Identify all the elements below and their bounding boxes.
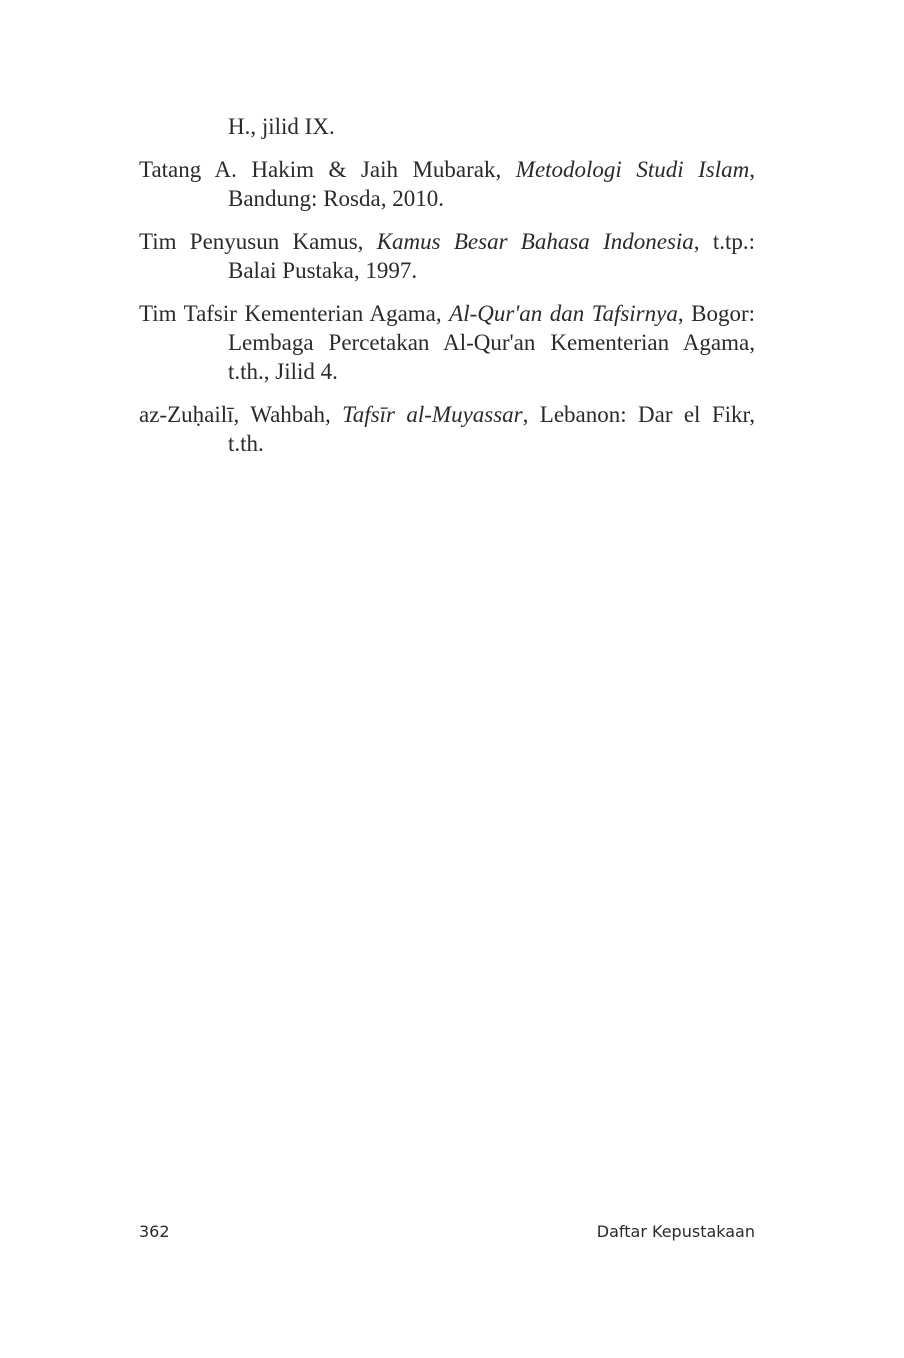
- bibliography-entry: [139, 400, 755, 458]
- bibliography-entry: [139, 299, 755, 386]
- bibliography-list: [139, 112, 755, 472]
- bibliography-entry: [139, 227, 755, 285]
- entry-title: , Tafsīr al-Muyassar: [325, 402, 523, 427]
- entry-text-post: , Bogor: Lembaga Percetakan Al-Qur'an Kementerian Agama, t.th., Jilid 4.: [228, 301, 755, 384]
- page-footer: [139, 1222, 755, 1246]
- entry-text-pre: Tim Tafsir Kementerian Agama,: [139, 301, 450, 326]
- entry-text-post: , Lebanon: Dar el Fikr, t.th.: [228, 402, 755, 456]
- entry-title: Kamus Besar Bahasa Indonesia: [376, 229, 694, 254]
- entry-text-post: , Bandung: Rosda, 2010.: [228, 157, 755, 211]
- entry-text-pre: az-Zuḥailī, Wahbah: [139, 402, 325, 427]
- entry-title: Al-Qur'an dan Tafsirnya: [449, 301, 678, 326]
- running-title: Daftar Kepustakaan: [596, 1222, 755, 1241]
- entry-text-pre: Tatang A. Hakim & Jaih Mubarak,: [139, 157, 516, 182]
- entry-text-post: , t.tp.: Balai Pustaka, 1997.: [228, 229, 755, 283]
- entry-text-pre: Tim Penyusun Kamus,: [139, 229, 377, 254]
- entry-title: Metodologi Studi Islam: [515, 157, 750, 182]
- page-number: 362: [139, 1222, 170, 1241]
- entry-text-post: H., jilid IX.: [228, 114, 335, 139]
- bibliography-entry: [139, 155, 755, 213]
- bibliography-entry-continuation: [139, 112, 755, 141]
